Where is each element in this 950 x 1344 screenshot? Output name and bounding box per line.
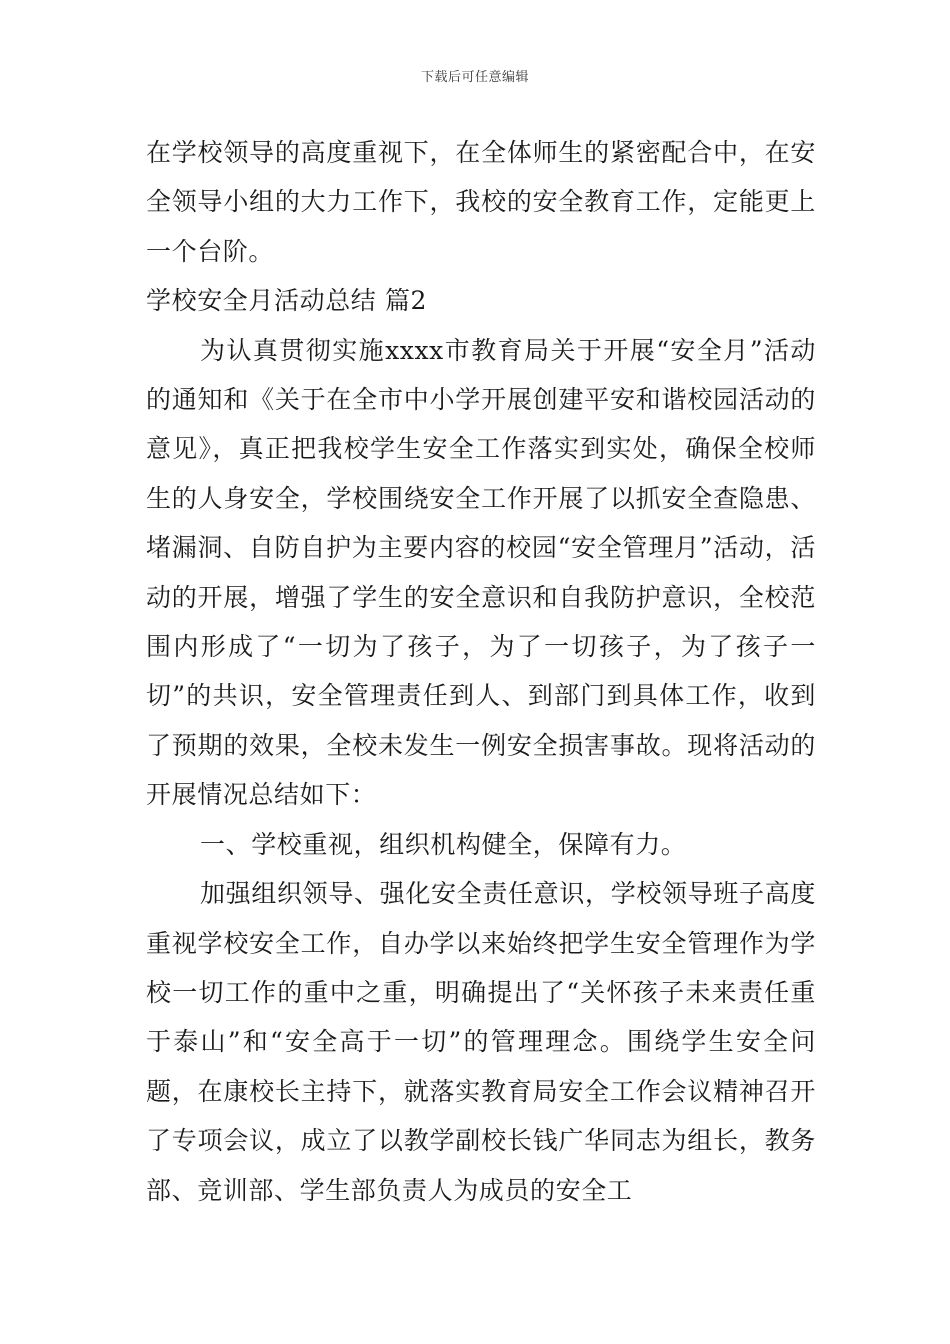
subsection-heading: 一、学校重视，组织机构健全，保障有力。 bbox=[200, 829, 687, 859]
section-title: 学校安全月活动总结 篇2 bbox=[146, 286, 428, 316]
document-body bbox=[146, 128, 816, 1215]
paragraph-body: 加强组织领导、强化安全责任意识，学校领导班子高度重视学校安全工作，自办学以来始终把学生安全管理作为学校一切工作的重中之重，明确提出了“关怀孩子未来责任重于泰山”和“安全高于一切”的管理理念。围绕学生安全问题，在康校长主持下，就落实教育局安全工作会议精神召开了专项会议，成立了以教学副校长钱广华同志为组长，教务部、竞训部、学生部负责人为成员的安全工 bbox=[146, 879, 816, 1205]
page-header: 下载后可任意编辑 bbox=[420, 70, 529, 85]
paragraph-intro: 为认真贯彻实施xxxx市教育局关于开展“安全月”活动的通知和《关于在全市中小学开展创建平安和谐校园活动的意见》，真正把我校学生安全工作落实到实处，确保全校师生的人身安全，学校围绕安全工作开展了以抓安全查隐患、堵漏洞、自防自护为主要内容的校园“安全管理月”活动，活动的开展，增强了学生的安全意识和自我防护意识，全校范围内形成了“一切为了孩子，为了一切孩子，为了孩子一切”的共识，安全管理责任到人、到部门到具体工作，收到了预期的效果，全校未发生一例安全损害事故。现将活动的开展情况总结如下： bbox=[146, 335, 816, 810]
paragraph-closing: 在学校领导的高度重视下，在全体师生的紧密配合中，在安全领导小组的大力工作下，我校的安全教育工作，定能更上一个台阶。 bbox=[146, 138, 816, 266]
